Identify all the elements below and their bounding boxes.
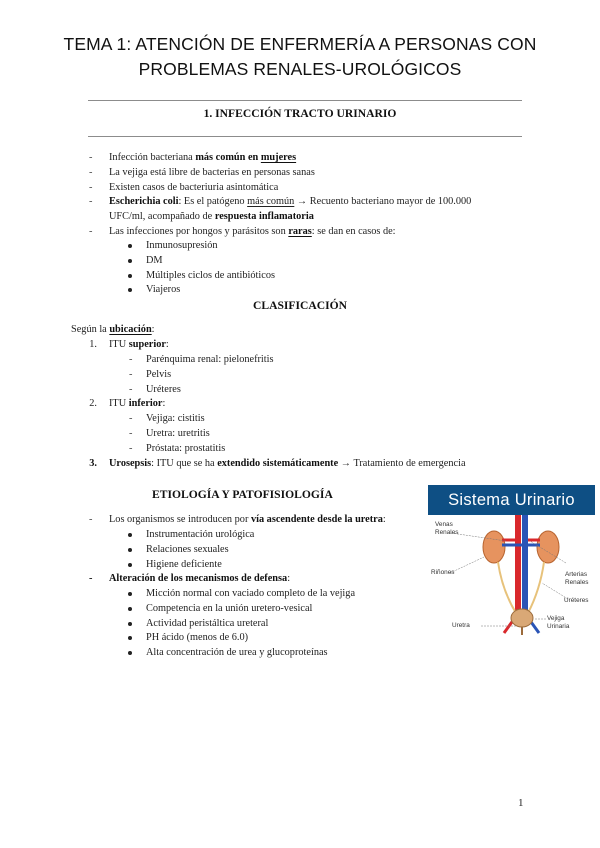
label-uretra: Uretra — [452, 622, 470, 629]
dash-marker: - — [89, 573, 93, 584]
page-number: 1 — [518, 797, 524, 809]
list-item: ITU superior: — [109, 339, 169, 350]
section-heading-itu: 1. INFECCIÓN TRACTO URINARIO — [203, 107, 397, 120]
bullet — [128, 288, 132, 292]
diagram-title: Sistema Urinario — [428, 485, 595, 515]
list-item: Los organismos se introducen por vía ascendente desde la uretra: — [109, 514, 386, 525]
list-item: Alteración de los mecanismos de defensa: — [109, 573, 291, 584]
sub-list-item: Relaciones sexuales — [146, 544, 229, 555]
title-line-1: TEMA 1: ATENCIÓN DE ENFERMERÍA A PERSONAS CON — [63, 34, 537, 54]
aorta-shape — [515, 515, 521, 621]
dash-marker: - — [129, 443, 133, 454]
bullet — [128, 607, 132, 611]
list-item: La vejiga está libre de bacterias en personas sanas — [109, 167, 315, 178]
bullet — [128, 622, 132, 626]
bullet — [128, 533, 132, 537]
document-title — [40, 32, 560, 82]
divider-bottom — [88, 136, 522, 137]
dash-marker: - — [129, 384, 133, 395]
list-item: ITU inferior: — [109, 398, 166, 409]
bullet — [128, 548, 132, 552]
right-kidney-shape — [537, 531, 559, 563]
list-number: 3. — [89, 458, 97, 469]
list-item: Escherichia coli: Es el patógeno más común → Recuento bacteriano mayor de 100.000 — [109, 196, 472, 207]
vena-cava-shape — [522, 515, 528, 621]
bullet — [128, 244, 132, 248]
sub-list-item: Micción normal con vaciado completo de la vejiga — [146, 588, 356, 599]
list-number: 1. — [89, 339, 97, 350]
dash-marker: - — [89, 182, 93, 193]
bullet — [128, 274, 132, 278]
title-line-2: PROBLEMAS RENALES-UROLÓGICOS — [138, 59, 462, 79]
section-heading-etiologia: ETIOLOGÍA Y PATOFISIOLOGÍA — [152, 488, 333, 501]
bullet — [128, 592, 132, 596]
dash-marker: - — [89, 226, 93, 237]
section-heading-clasificacion: CLASIFICACIÓN — [252, 299, 348, 312]
bullet — [128, 636, 132, 640]
list-item: Urosepsis: ITU que se ha extendido sistemáticamente → Tratamiento de emergencia — [109, 458, 466, 469]
label-ureteres: Uréteres — [564, 597, 589, 604]
dash-marker: - — [89, 514, 93, 525]
label-vejiga-urinaria: Vejiga Urinaria — [547, 615, 570, 630]
dash-marker: - — [89, 167, 93, 178]
sub-list-item: Alta concentración de urea y glucoproteínas — [146, 647, 328, 658]
label-arterias-renales: Arterias Renales — [565, 571, 589, 586]
bullet — [128, 651, 132, 655]
dash-marker: - — [129, 428, 133, 439]
urinary-system-diagram — [418, 485, 596, 637]
sub-list-item: Parénquima renal: pielonefritis — [146, 354, 274, 365]
dash-marker: - — [129, 354, 133, 365]
sub-list-item: DM — [146, 255, 163, 266]
list-number: 2. — [89, 398, 97, 409]
sub-list-item: Higiene deficiente — [146, 559, 222, 570]
divider-top — [88, 100, 522, 101]
left-ureter — [498, 562, 516, 613]
label-venas-renales: Venas Renales — [435, 521, 459, 536]
sub-list-item: Uretra: uretritis — [146, 428, 210, 439]
sub-list-item: Inmunosupresión — [146, 240, 218, 251]
clasificacion-intro: Según la ubicación: — [71, 324, 155, 335]
list-item: Infección bacteriana más común en mujeres — [109, 152, 297, 163]
sub-list-item: Instrumentación urológica — [146, 529, 255, 540]
dash-marker: - — [89, 152, 93, 163]
bullet — [128, 259, 132, 263]
sub-list-item: Próstata: prostatitis — [146, 443, 226, 454]
bullet — [128, 563, 132, 567]
label-rinones: Riñones — [431, 569, 455, 576]
list-item: Existen casos de bacteriuria asintomática — [109, 182, 279, 193]
right-ureter — [528, 562, 544, 613]
list-item-continuation: UFC/ml, acompañado de respuesta inflamatoria — [109, 211, 314, 222]
sub-list-item: Vejiga: cistitis — [146, 413, 205, 424]
sub-list-item: Uréteres — [146, 384, 181, 395]
left-kidney-shape — [483, 531, 505, 563]
bladder-shape — [511, 609, 533, 627]
sub-list-item: PH ácido (menos de 6.0) — [146, 632, 249, 643]
list-item: Las infecciones por hongos y parásitos son raras: se dan en casos de: — [109, 226, 396, 237]
sub-list-item: Actividad peristáltica ureteral — [146, 618, 269, 629]
sub-list-item: Competencia en la unión uretero-vesical — [146, 603, 313, 614]
sub-list-item: Viajeros — [146, 284, 181, 295]
sub-list-item: Múltiples ciclos de antibióticos — [146, 270, 275, 281]
dash-marker: - — [129, 413, 133, 424]
dash-marker: - — [129, 369, 133, 380]
sub-list-item: Pelvis — [146, 369, 172, 380]
dash-marker: - — [89, 196, 93, 207]
